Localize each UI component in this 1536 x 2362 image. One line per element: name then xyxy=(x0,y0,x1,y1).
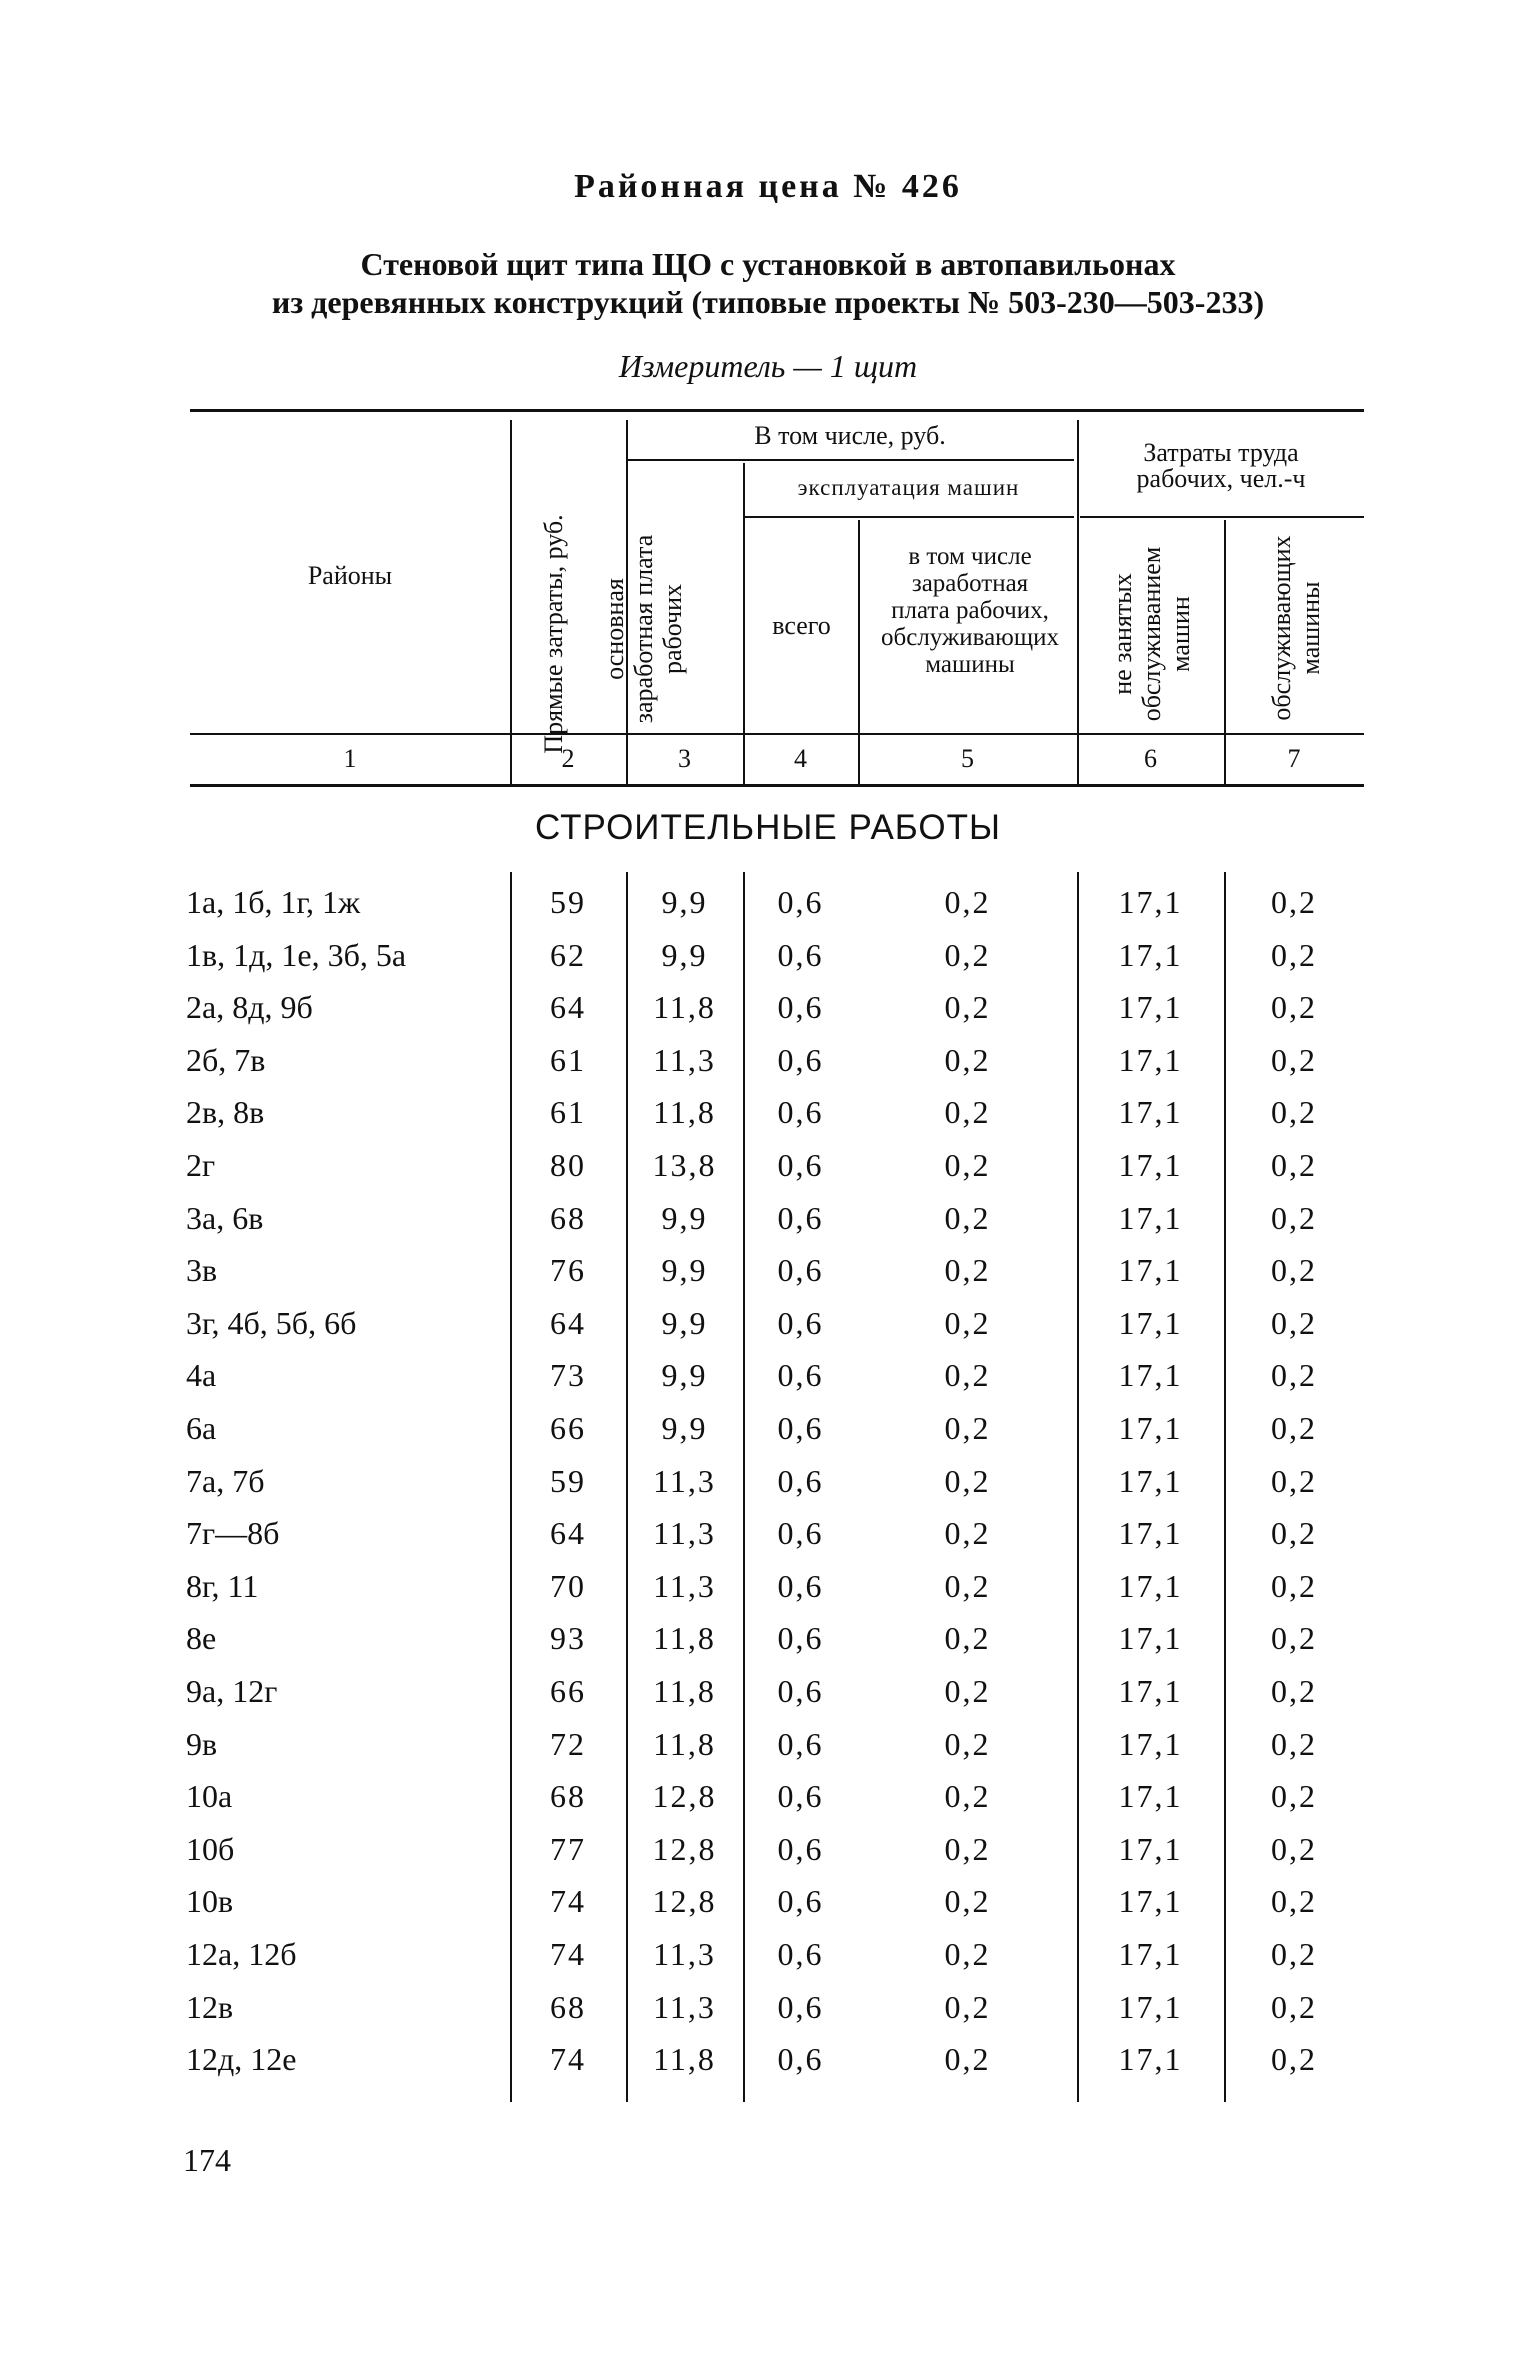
cell-machines-wage: 0,2 xyxy=(944,1462,991,1499)
cell-machines-total: 0,6 xyxy=(777,1830,824,1867)
table-row xyxy=(0,1981,1536,2033)
cell-region: 10б xyxy=(186,1830,235,1867)
table-row xyxy=(0,1349,1536,1401)
cell-labor-other: 17,1 xyxy=(1118,1357,1183,1394)
cell-machines-total: 0,6 xyxy=(777,1304,824,1341)
cell-region: 7а, 7б xyxy=(186,1462,265,1499)
table-row xyxy=(0,1507,1536,1559)
cell-labor-machines: 0,2 xyxy=(1271,1357,1317,1394)
cell-direct: 64 xyxy=(550,1304,586,1341)
cell-labor-other: 17,1 xyxy=(1118,1199,1183,1236)
cell-labor-other: 17,1 xyxy=(1118,1673,1183,1709)
cell-labor-other: 17,1 xyxy=(1118,989,1183,1026)
column-header-not-machine-workers-text: не занятых обслуживанием машин xyxy=(1108,546,1195,722)
cell-wage: 11,3 xyxy=(653,1041,716,1078)
cell-labor-other: 17,1 xyxy=(1118,1567,1183,1604)
cell-direct: 73 xyxy=(550,1357,586,1394)
cell-machines-wage: 0,2 xyxy=(944,1357,991,1394)
cell-machines-total: 0,6 xyxy=(777,1778,824,1815)
column-header-not-machine-workers xyxy=(1108,529,1198,739)
cell-region: 12в xyxy=(186,1988,234,2025)
cell-machines-wage: 0,2 xyxy=(944,1252,991,1289)
column-header-labor-costs: Затраты труда рабочих, чел.-ч xyxy=(1136,438,1306,493)
cell-direct: 62 xyxy=(550,936,586,973)
cell-machines-total: 0,6 xyxy=(777,2041,824,2078)
table-row xyxy=(0,1455,1536,1507)
cell-region: 2б, 7в xyxy=(186,1041,266,1078)
cell-machines-wage: 0,2 xyxy=(944,936,991,973)
table-row xyxy=(0,876,1536,928)
cell-direct: 66 xyxy=(550,1410,586,1446)
cell-machines-wage: 0,2 xyxy=(944,1883,991,1920)
cell-direct: 59 xyxy=(550,884,586,920)
cell-direct: 72 xyxy=(550,1725,586,1762)
cell-machines-total: 0,6 xyxy=(777,989,824,1026)
cell-labor-machines: 0,2 xyxy=(1271,1410,1317,1446)
cell-region: 2г xyxy=(186,1147,216,1183)
section-title: СТРОИТЕЛЬНЫЕ РАБОТЫ xyxy=(535,808,1001,847)
cell-machines-wage: 0,2 xyxy=(944,1620,991,1657)
cell-wage: 9,9 xyxy=(661,1252,708,1289)
cell-wage: 11,3 xyxy=(653,1515,716,1552)
cell-machines-wage: 0,2 xyxy=(944,1410,991,1446)
cell-labor-machines: 0,2 xyxy=(1271,1147,1317,1183)
column-number: 1 xyxy=(343,744,357,773)
column-header-incl-wage-machine: в том числе заработная плата рабочих, обслуживающих машины xyxy=(881,543,1059,678)
cell-labor-other: 17,1 xyxy=(1118,1252,1183,1289)
machine-operation-rule xyxy=(745,516,1074,518)
cell-labor-other: 17,1 xyxy=(1118,1620,1183,1657)
column-header-regions: Районы xyxy=(307,561,393,590)
cell-region: 12а, 12б xyxy=(186,1936,297,1972)
cell-labor-machines: 0,2 xyxy=(1271,1883,1317,1920)
cell-region: 4а xyxy=(186,1357,217,1394)
cell-labor-other: 17,1 xyxy=(1118,1988,1183,2025)
cell-region: 10а xyxy=(186,1778,233,1815)
cell-region: 3г, 4б, 5б, 6б xyxy=(186,1304,357,1341)
cell-direct: 76 xyxy=(550,1252,586,1289)
document-subtitle-line-2: из деревянных конструкций (типовые проекты № 503-230—503-233) xyxy=(271,284,1265,320)
table-row xyxy=(0,1034,1536,1086)
cell-labor-other: 17,1 xyxy=(1118,1515,1183,1552)
column-header-machine-workers-text: обслуживающих машины xyxy=(1267,535,1325,721)
column-number: 3 xyxy=(678,744,691,773)
cell-direct: 68 xyxy=(550,1988,586,2025)
cell-wage: 13,8 xyxy=(652,1147,717,1183)
cell-machines-total: 0,6 xyxy=(777,1725,824,1762)
cell-labor-other: 17,1 xyxy=(1118,1041,1183,1078)
cell-machines-total: 0,6 xyxy=(777,1199,824,1236)
header-divider xyxy=(510,420,512,787)
table-row xyxy=(0,1928,1536,1980)
column-header-direct-costs xyxy=(539,489,601,779)
cell-direct: 74 xyxy=(550,2041,586,2078)
column-header-direct-costs-text: Прямые затраты, руб. xyxy=(539,514,568,754)
cell-machines-total: 0,6 xyxy=(777,1620,824,1657)
cell-machines-wage: 0,2 xyxy=(944,1988,991,2025)
cell-labor-other: 17,1 xyxy=(1118,2041,1183,2078)
cell-wage: 9,9 xyxy=(661,884,708,920)
cell-direct: 68 xyxy=(550,1199,586,1236)
cell-machines-wage: 0,2 xyxy=(944,1515,991,1552)
cell-region: 8е xyxy=(186,1620,217,1657)
table-row xyxy=(0,1612,1536,1664)
cell-labor-machines: 0,2 xyxy=(1271,1673,1317,1709)
cell-labor-machines: 0,2 xyxy=(1271,1199,1317,1236)
table-row xyxy=(0,1823,1536,1875)
cell-machines-wage: 0,2 xyxy=(944,1147,991,1183)
cell-region: 2в, 8в xyxy=(186,1094,265,1131)
cell-region: 9а, 12г xyxy=(186,1673,278,1709)
table-row xyxy=(0,1560,1536,1612)
cell-labor-machines: 0,2 xyxy=(1271,1515,1317,1552)
cell-wage: 12,8 xyxy=(652,1883,717,1920)
cell-direct: 61 xyxy=(550,1041,586,1078)
column-header-base-wage xyxy=(600,524,690,734)
cell-direct: 77 xyxy=(550,1830,586,1867)
cell-wage: 9,9 xyxy=(661,936,708,973)
cell-labor-machines: 0,2 xyxy=(1271,1094,1317,1131)
cell-labor-machines: 0,2 xyxy=(1271,1620,1317,1657)
cell-wage: 11,3 xyxy=(653,1567,716,1604)
table-row xyxy=(0,1139,1536,1191)
document-subtitle-line-1: Стеновой щит типа ЩО с установкой в автопавильонах xyxy=(360,246,1176,282)
cell-region: 7г—8б xyxy=(186,1515,280,1552)
cell-wage: 12,8 xyxy=(652,1778,717,1815)
cell-labor-machines: 0,2 xyxy=(1271,1462,1317,1499)
cell-machines-total: 0,6 xyxy=(777,1567,824,1604)
column-header-including-rub: В том числе, руб. xyxy=(754,421,946,450)
cell-region: 12д, 12е xyxy=(186,2041,297,2078)
cell-labor-other: 17,1 xyxy=(1118,1936,1183,1972)
cell-machines-total: 0,6 xyxy=(777,1357,824,1394)
cell-wage: 11,8 xyxy=(653,1673,716,1709)
cell-labor-machines: 0,2 xyxy=(1271,884,1317,920)
table-row xyxy=(0,1402,1536,1454)
cell-machines-total: 0,6 xyxy=(777,1936,824,1972)
page-title: Районная цена № 426 xyxy=(574,168,962,205)
cell-direct: 70 xyxy=(550,1567,586,1604)
cell-wage: 11,8 xyxy=(653,1725,716,1762)
table-row xyxy=(0,1770,1536,1822)
cell-labor-other: 17,1 xyxy=(1118,936,1183,973)
column-number: 2 xyxy=(561,744,575,773)
cell-labor-machines: 0,2 xyxy=(1271,1567,1317,1604)
cell-direct: 66 xyxy=(550,1673,586,1709)
cell-machines-wage: 0,2 xyxy=(944,2041,991,2078)
cell-labor-machines: 0,2 xyxy=(1271,989,1317,1026)
column-number: 4 xyxy=(794,744,807,773)
column-numbers-rule xyxy=(190,784,1364,787)
cell-machines-total: 0,6 xyxy=(777,1147,824,1183)
table-row xyxy=(0,2033,1536,2085)
cell-labor-machines: 0,2 xyxy=(1271,1252,1317,1289)
cell-wage: 11,8 xyxy=(653,2041,716,2078)
cell-labor-other: 17,1 xyxy=(1118,884,1183,920)
cell-region: 1а, 1б, 1г, 1ж xyxy=(186,884,361,920)
cell-labor-other: 17,1 xyxy=(1118,1883,1183,1920)
table-row xyxy=(0,981,1536,1033)
cell-wage: 11,8 xyxy=(653,1094,716,1131)
cell-region: 2а, 8д, 9б xyxy=(186,989,313,1026)
cell-labor-machines: 0,2 xyxy=(1271,1830,1317,1867)
cell-machines-wage: 0,2 xyxy=(944,989,991,1026)
page-number: 174 xyxy=(183,2142,231,2178)
table-row xyxy=(0,929,1536,981)
cell-machines-total: 0,6 xyxy=(777,1515,824,1552)
cell-wage: 11,3 xyxy=(653,1462,716,1499)
cell-direct: 74 xyxy=(550,1883,586,1920)
cell-machines-total: 0,6 xyxy=(777,1041,824,1078)
cell-labor-other: 17,1 xyxy=(1118,1462,1183,1499)
cell-machines-wage: 0,2 xyxy=(944,1094,991,1131)
including-rub-rule xyxy=(628,459,1074,461)
column-header-base-wage-text: основная заработная плата рабочих xyxy=(600,534,687,724)
cell-labor-machines: 0,2 xyxy=(1271,2041,1317,2078)
cell-region: 8г, 11 xyxy=(186,1567,259,1604)
cell-machines-total: 0,6 xyxy=(777,1462,824,1499)
cell-direct: 68 xyxy=(550,1778,586,1815)
cell-direct: 80 xyxy=(550,1147,586,1183)
cell-region: 1в, 1д, 1е, 3б, 5а xyxy=(186,936,407,973)
cell-region: 9в xyxy=(186,1725,218,1762)
cell-wage: 11,3 xyxy=(653,1988,716,2025)
cell-labor-machines: 0,2 xyxy=(1271,1988,1317,2025)
cell-labor-other: 17,1 xyxy=(1118,1147,1183,1183)
cell-direct: 74 xyxy=(550,1936,586,1972)
table-row xyxy=(0,1086,1536,1138)
cell-direct: 93 xyxy=(550,1620,586,1657)
cell-direct: 61 xyxy=(550,1094,586,1131)
table-row xyxy=(0,1192,1536,1244)
cell-labor-other: 17,1 xyxy=(1118,1094,1183,1131)
cell-machines-wage: 0,2 xyxy=(944,1199,991,1236)
cell-labor-machines: 0,2 xyxy=(1271,1778,1317,1815)
cell-labor-other: 17,1 xyxy=(1118,1830,1183,1867)
table-row xyxy=(0,1665,1536,1717)
cell-region: 3а, 6в xyxy=(186,1199,264,1236)
cell-labor-other: 17,1 xyxy=(1118,1725,1183,1762)
cell-machines-wage: 0,2 xyxy=(944,1041,991,1078)
cell-machines-wage: 0,2 xyxy=(944,1778,991,1815)
cell-region: 10в xyxy=(186,1883,234,1920)
cell-machines-wage: 0,2 xyxy=(944,1830,991,1867)
cell-direct: 64 xyxy=(550,1515,586,1552)
cell-wage: 9,9 xyxy=(661,1304,708,1341)
cell-labor-other: 17,1 xyxy=(1118,1410,1183,1446)
cell-labor-machines: 0,2 xyxy=(1271,1041,1317,1078)
column-header-total: всего xyxy=(772,611,831,640)
column-number: 6 xyxy=(1144,744,1157,773)
cell-labor-other: 17,1 xyxy=(1118,1778,1183,1815)
cell-machines-total: 0,6 xyxy=(777,1094,824,1131)
cell-wage: 11,3 xyxy=(653,1936,716,1972)
cell-machines-total: 0,6 xyxy=(777,1252,824,1289)
cell-wage: 9,9 xyxy=(661,1357,708,1394)
cell-labor-machines: 0,2 xyxy=(1271,1725,1317,1762)
cell-machines-total: 0,6 xyxy=(777,1988,824,2025)
column-number: 7 xyxy=(1287,744,1301,773)
header-top-rule xyxy=(190,409,1364,412)
cell-wage: 12,8 xyxy=(652,1830,717,1867)
cell-direct: 59 xyxy=(550,1462,586,1499)
cell-machines-total: 0,6 xyxy=(777,1883,824,1920)
cell-region: 6а xyxy=(186,1410,217,1446)
cell-labor-machines: 0,2 xyxy=(1271,1936,1317,1972)
cell-wage: 11,8 xyxy=(653,1620,716,1657)
cell-direct: 64 xyxy=(550,989,586,1026)
cell-machines-total: 0,6 xyxy=(777,1673,824,1709)
header-divider xyxy=(1077,420,1079,787)
cell-machines-total: 0,6 xyxy=(777,936,824,973)
cell-machines-wage: 0,2 xyxy=(944,1725,991,1762)
unit-of-measure: Измеритель — 1 щит xyxy=(618,348,918,384)
cell-labor-machines: 0,2 xyxy=(1271,936,1317,973)
cell-region: 3в xyxy=(186,1252,218,1289)
cell-labor-machines: 0,2 xyxy=(1271,1304,1317,1341)
cell-wage: 9,9 xyxy=(661,1199,708,1236)
cell-wage: 11,8 xyxy=(653,989,716,1026)
cell-machines-wage: 0,2 xyxy=(944,1304,991,1341)
cell-machines-wage: 0,2 xyxy=(944,1936,991,1972)
cell-machines-total: 0,6 xyxy=(777,1410,824,1446)
table-row xyxy=(0,1244,1536,1296)
labor-costs-rule xyxy=(1080,516,1364,518)
table-row xyxy=(0,1875,1536,1927)
cell-labor-other: 17,1 xyxy=(1118,1304,1183,1341)
cell-wage: 9,9 xyxy=(661,1410,708,1446)
column-header-machine-workers xyxy=(1267,523,1327,733)
cell-machines-wage: 0,2 xyxy=(944,1567,991,1604)
column-number: 5 xyxy=(961,744,974,773)
cell-machines-wage: 0,2 xyxy=(944,884,991,920)
cell-machines-total: 0,6 xyxy=(777,884,824,920)
table-row xyxy=(0,1718,1536,1770)
table-row xyxy=(0,1297,1536,1349)
cell-machines-wage: 0,2 xyxy=(944,1673,991,1709)
column-header-machine-operation: эксплуатация машин xyxy=(797,475,1020,500)
